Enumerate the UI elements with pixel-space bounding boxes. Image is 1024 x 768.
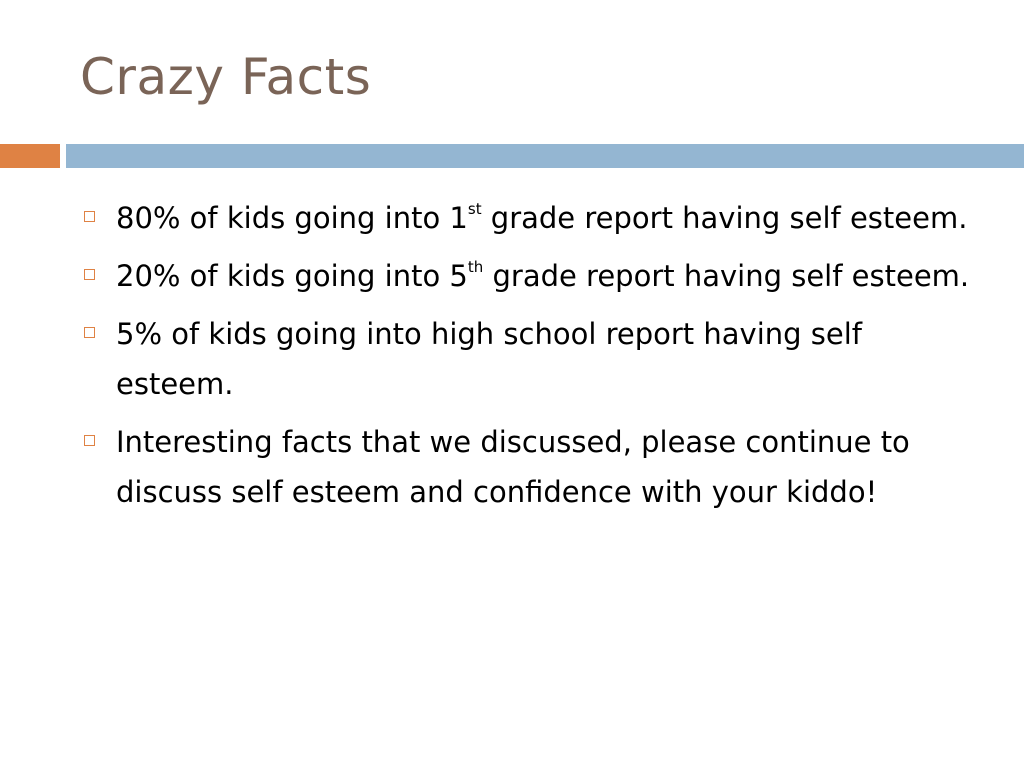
ordinal-suffix-1: st bbox=[467, 200, 482, 219]
bullet-text-1 bbox=[116, 201, 967, 235]
bullet-text-2-rest: grade report having self esteem. bbox=[483, 259, 970, 293]
square-bullet-icon bbox=[84, 211, 95, 222]
bullet-list bbox=[80, 193, 980, 525]
bullet-item-1 bbox=[80, 193, 980, 243]
slide-title: Crazy Facts bbox=[80, 48, 372, 106]
bullet-text-4 bbox=[116, 425, 910, 509]
accent-bar-orange bbox=[0, 144, 60, 168]
ordinal-suffix-2: th bbox=[467, 258, 484, 277]
square-bullet-icon bbox=[84, 327, 95, 338]
bullet-item-4 bbox=[80, 417, 980, 517]
accent-bar-blue bbox=[66, 144, 1024, 168]
bullet-item-3 bbox=[80, 309, 980, 409]
square-bullet-icon bbox=[84, 435, 95, 446]
bullet-text-4-main: Interesting facts that we discussed, please continue to discuss self esteem and confidence with your kiddo! bbox=[116, 425, 910, 509]
bullet-text-3 bbox=[116, 317, 862, 401]
bullet-text-3-main: 5% of kids going into high school report having self esteem. bbox=[116, 317, 862, 401]
bullet-text-1-rest: grade report having self esteem. bbox=[481, 201, 968, 235]
bullet-text-2 bbox=[116, 259, 969, 293]
bullet-text-1-main: 80% of kids going into 1 bbox=[116, 201, 468, 235]
square-bullet-icon bbox=[84, 269, 95, 280]
bullet-text-2-main: 20% of kids going into 5 bbox=[116, 259, 468, 293]
bullet-item-2 bbox=[80, 251, 980, 301]
